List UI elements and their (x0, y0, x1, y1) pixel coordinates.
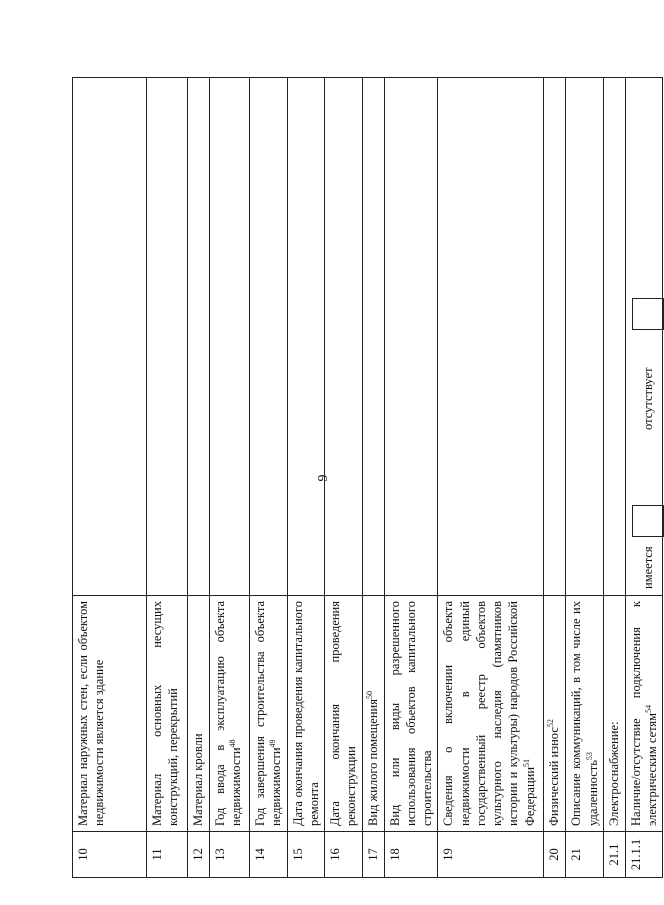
row-number: 14 (250, 832, 288, 878)
row-label (250, 596, 288, 832)
value-cell[interactable] (566, 78, 604, 596)
value-cell[interactable] (604, 78, 625, 596)
row-label: Электроснабжение: (604, 596, 625, 832)
row-number: 10 (73, 832, 147, 878)
row-label: Вид или виды разрешенного использования объектов капитального строительства (384, 596, 438, 832)
footnote-ref: 49 (268, 739, 278, 748)
table-row (362, 78, 384, 878)
value-cell[interactable] (325, 78, 363, 596)
table-row (625, 78, 663, 878)
row-number: 13 (210, 832, 250, 878)
value-cell[interactable] (438, 78, 544, 596)
row-number: 11 (147, 832, 188, 878)
row-number: 16 (325, 832, 363, 878)
row-label (566, 596, 604, 832)
row-number: 21 (566, 832, 604, 878)
value-cell[interactable] (287, 78, 325, 596)
footnote-ref: 50 (364, 691, 374, 700)
row-label-text: Год завершения строительства объекта недвижимости (253, 601, 284, 826)
option-present-checkbox[interactable] (632, 505, 664, 537)
row-label (625, 596, 663, 832)
value-cell[interactable] (384, 78, 438, 596)
row-label (210, 596, 250, 832)
value-cell[interactable] (544, 78, 566, 596)
row-label (362, 596, 384, 832)
row-label-text: Физический износ (547, 727, 562, 826)
row-label: Дата окончания проведения реконструкции (325, 596, 363, 832)
value-cell[interactable] (210, 78, 250, 596)
footnote-ref: 53 (584, 752, 594, 761)
page-number: 9 (316, 474, 331, 482)
row-label (438, 596, 544, 832)
row-label-text: Вид жилого помещения (365, 699, 380, 826)
table-row (566, 78, 604, 878)
row-number: 15 (287, 832, 325, 878)
table-row (287, 78, 325, 878)
electricity-connection-cell (625, 78, 663, 596)
option-absent-checkbox[interactable] (632, 298, 664, 330)
row-label-text: Год ввода в эксплуатацию объекта недвижимости (213, 601, 244, 826)
row-number: 12 (188, 832, 210, 878)
row-label: Материал кровли (188, 596, 210, 832)
row-number: 17 (362, 832, 384, 878)
option-present-label: имеется (640, 546, 655, 589)
row-label: Материал основных несущих конструкций, перекрытий (147, 596, 188, 832)
row-label-text: Наличие/отсутствие подключения к электрическим сетям (628, 601, 659, 826)
row-label-text: Описание коммуникаций, в том числе их удаленность (569, 601, 600, 826)
value-cell[interactable] (147, 78, 188, 596)
rotated-form-page (72, 78, 659, 878)
table-row (544, 78, 566, 878)
row-label: Материал наружных стен, если объектом недвижимости является здание (73, 596, 147, 832)
row-number: 20 (544, 832, 566, 878)
table-row (325, 78, 363, 878)
table-row (147, 78, 188, 878)
row-number: 21.1 (604, 832, 625, 878)
row-label (544, 596, 566, 832)
row-label: Дата окончания проведения капитального ремонта (287, 596, 325, 832)
footnote-ref: 48 (228, 739, 238, 748)
table-row (438, 78, 544, 878)
value-cell[interactable] (73, 78, 147, 596)
row-number: 19 (438, 832, 544, 878)
footnote-ref: 51 (521, 758, 531, 767)
value-cell[interactable] (250, 78, 288, 596)
table-row (210, 78, 250, 878)
table-row (384, 78, 438, 878)
footnote-ref: 52 (546, 719, 556, 728)
table-row (250, 78, 288, 878)
row-label-text: Сведения о включении объекта недвижимости в единый государственный реестр объектов культурного наследия (памятников истории и культуры) народов Российской Федерации (441, 601, 537, 826)
table-row (73, 78, 147, 878)
table-row (604, 78, 625, 878)
table-row (188, 78, 210, 878)
value-cell[interactable] (188, 78, 210, 596)
option-absent-label: отсутствует (640, 367, 655, 430)
value-cell[interactable] (362, 78, 384, 596)
row-number: 18 (384, 832, 438, 878)
row-number: 21.1.1 (625, 832, 663, 878)
footnote-ref: 54 (643, 704, 653, 713)
property-characteristics-table (72, 77, 663, 878)
